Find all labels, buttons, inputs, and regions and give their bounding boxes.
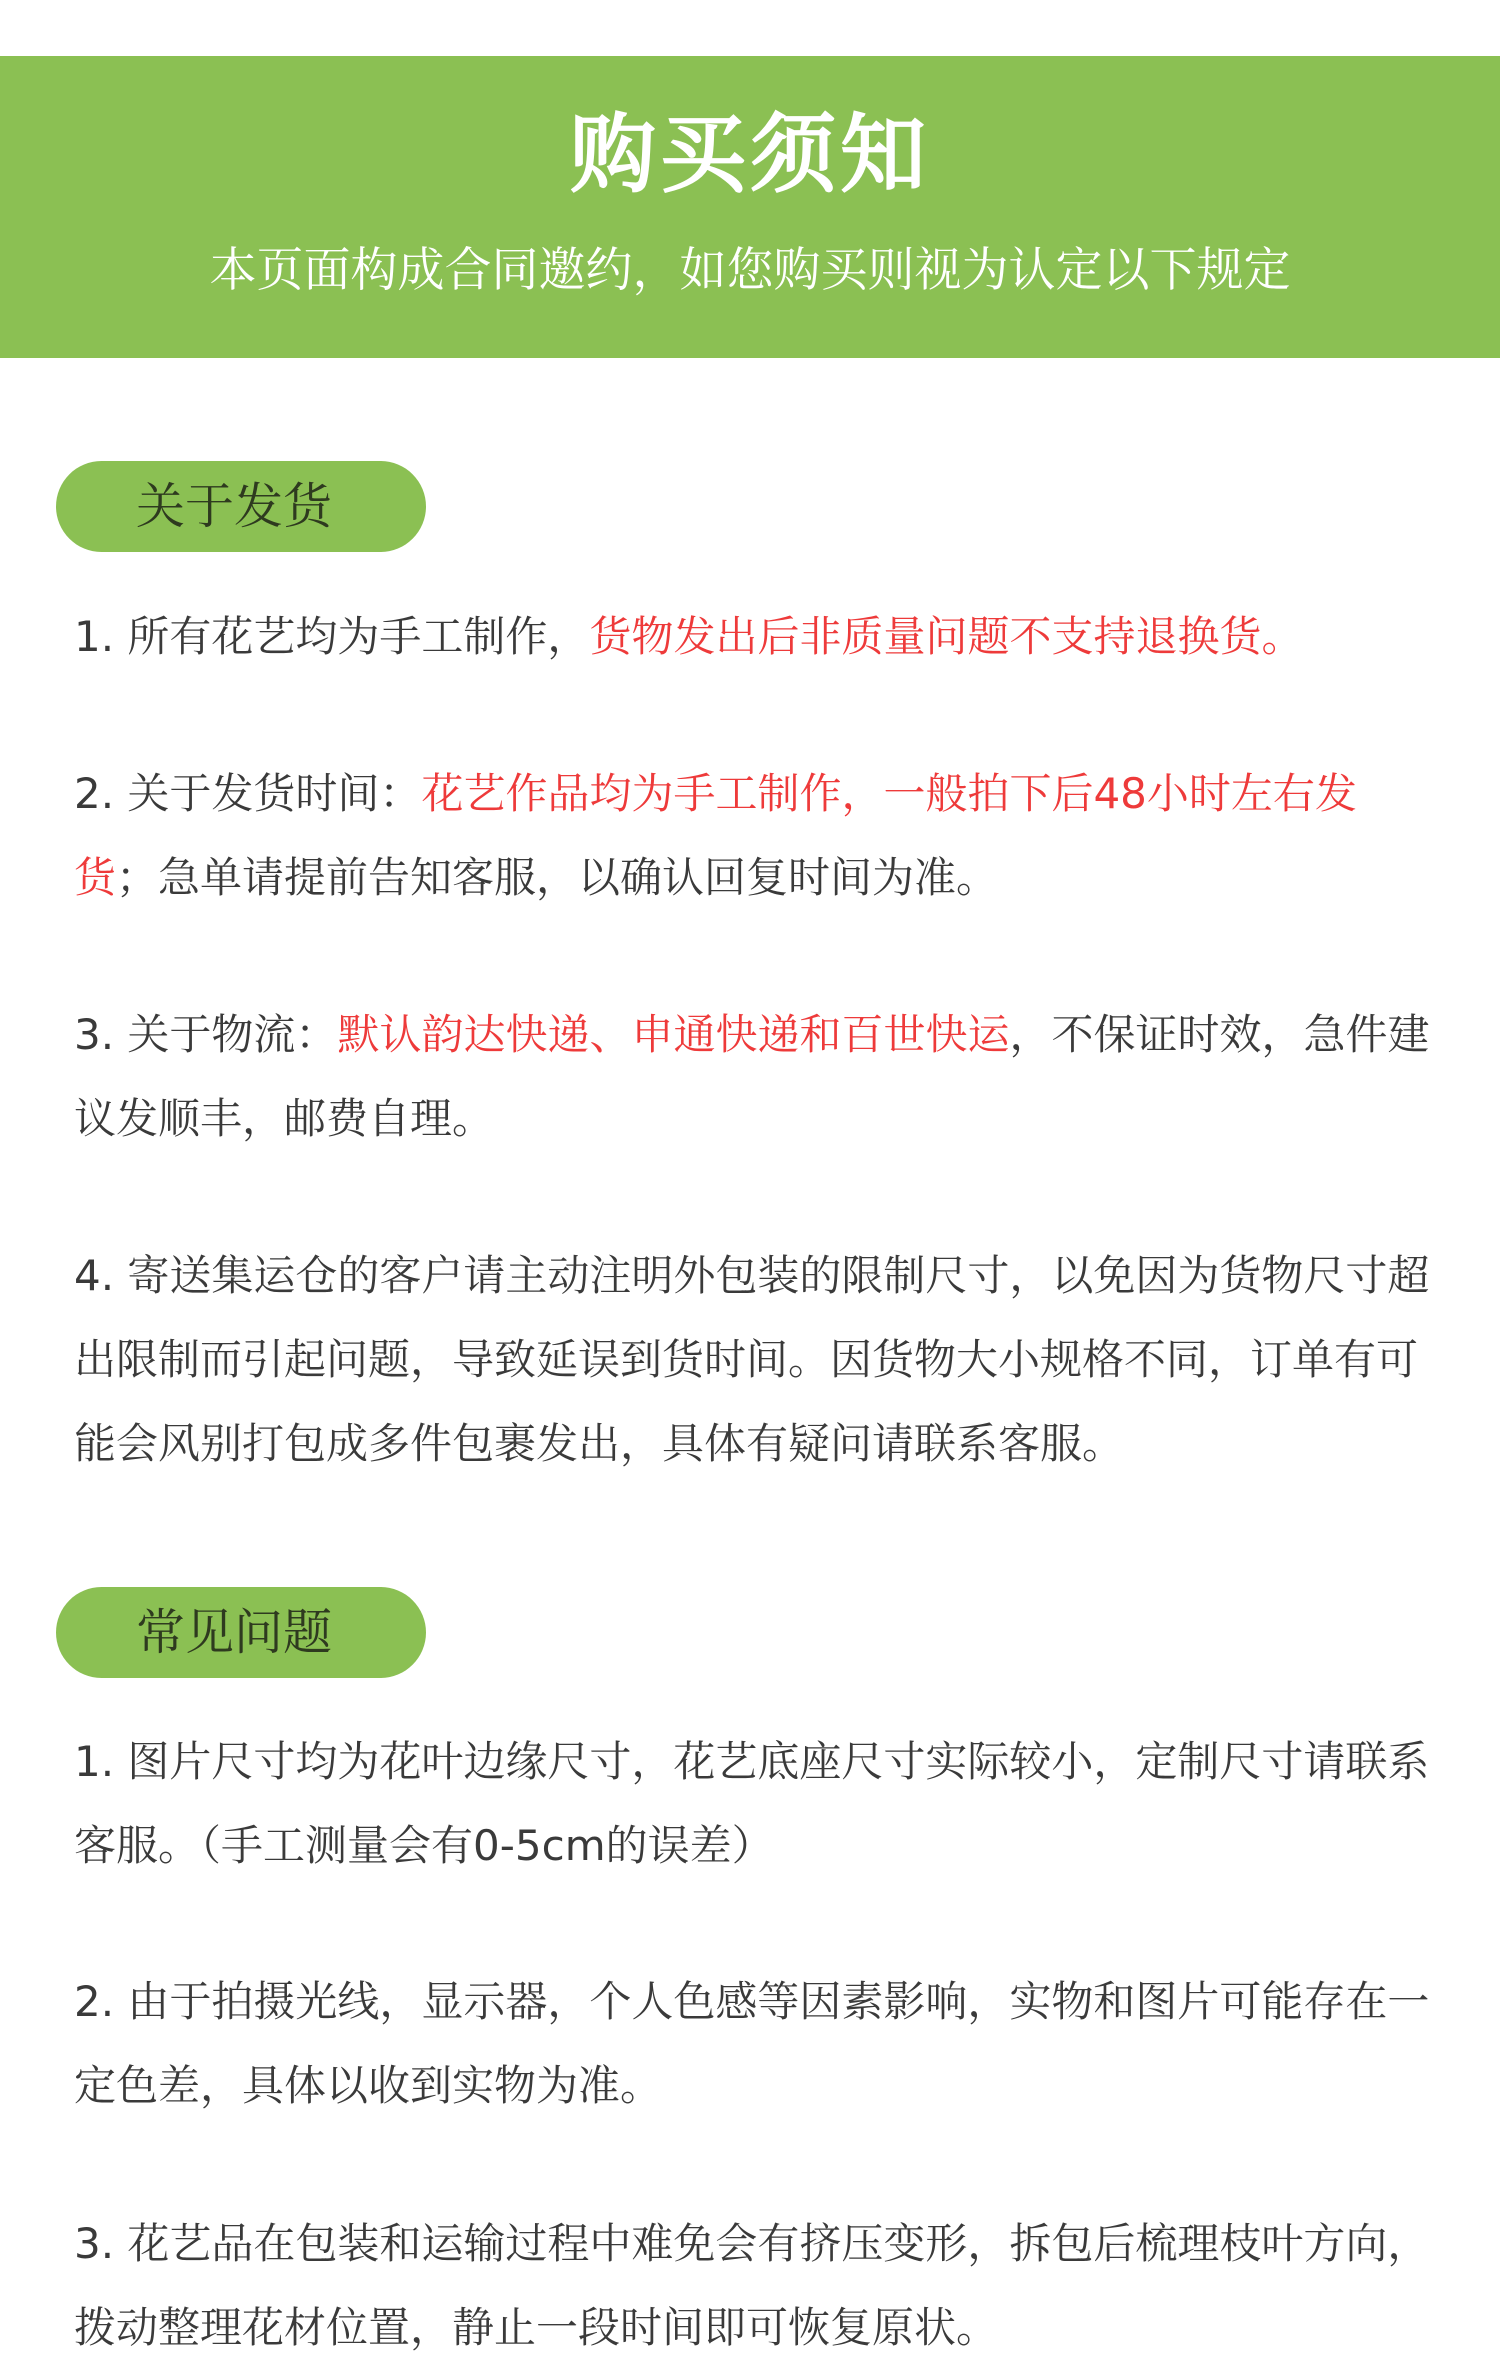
section-heading-shipping: 关于发货 [56, 461, 426, 552]
item-text-suffix: ；急单请提前告知客服，以确认回复时间为准。 [116, 853, 999, 902]
faq-item-1 [74, 1720, 1434, 1888]
item-text: 4. 寄送集运仓的客户请主动注明外包装的限制尺寸，以免因为货物尺寸超出限制而引起问题，导致延误到货时间。因货物大小规格不同，订单有可能会风别打包成多件包裹发出，具体有疑问请联系客服。 [74, 1251, 1430, 1468]
item-text-suffix: ，不保证时效，急件建议发顺丰，邮费自理。 [74, 1010, 1430, 1143]
page-title: 购买须知 [570, 104, 930, 205]
item-highlight: 花艺作品均为手工制作，一般拍下后48小时左右发货 [74, 769, 1357, 902]
shipping-item-1 [74, 595, 1434, 679]
item-text: 1. 图片尺寸均为花叶边缘尺寸，花艺底座尺寸实际较小，定制尺寸请联系客服。（手工测量会有0-5cm的误差） [74, 1737, 1430, 1870]
item-text: 2. 由于拍摄光线，显示器，个人色感等因素影响，实物和图片可能存在一定色差，具体以收到实物为准。 [74, 1977, 1430, 2110]
item-text: 3. 关于物流： [74, 1010, 338, 1059]
shipping-item-3 [74, 993, 1434, 1161]
item-text: 2. 关于发货时间： [74, 769, 422, 818]
shipping-item-4 [74, 1234, 1434, 1486]
section-heading-faq: 常见问题 [56, 1587, 426, 1678]
header-banner [0, 56, 1500, 358]
item-text: 1. 所有花艺均为手工制作， [74, 612, 590, 661]
page-subtitle: 本页面构成合同邀约，如您购买则视为认定以下规定 [209, 243, 1291, 298]
item-text: 3. 花艺品在包装和运输过程中难免会有挤压变形，拆包后梳理枝叶方向，拨动整理花材位置，静止一段时间即可恢复原状。 [74, 2219, 1430, 2352]
item-highlight: 货物发出后非质量问题不支持退换货。 [589, 612, 1304, 661]
faq-item-2 [74, 1960, 1434, 2128]
item-highlight: 默认韵达快递、申通快递和百世快运 [337, 1010, 1010, 1059]
shipping-item-2 [74, 752, 1434, 920]
faq-item-3 [74, 2202, 1434, 2370]
